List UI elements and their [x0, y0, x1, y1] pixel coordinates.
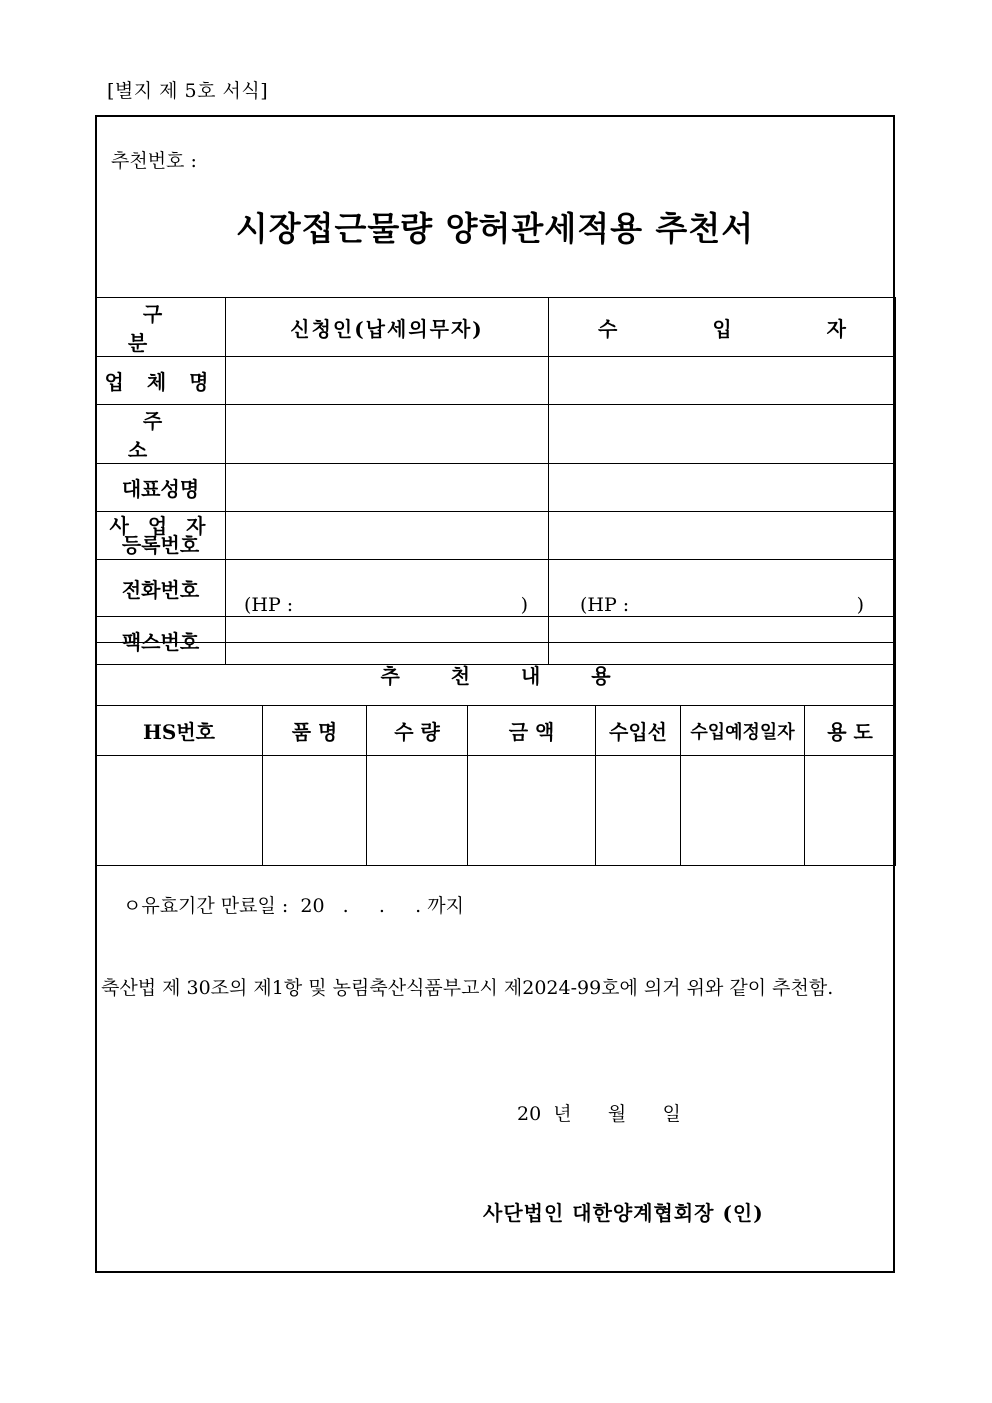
amount-field[interactable] — [468, 756, 596, 866]
column-header-row — [96, 706, 896, 756]
import-date-field[interactable] — [681, 756, 805, 866]
importer-business-registration-field[interactable] — [549, 512, 896, 560]
col-item-name: 품 명 — [263, 706, 367, 756]
importer-representative-field[interactable] — [549, 464, 896, 512]
col-import-date: 수입예정일자 — [681, 706, 805, 756]
applicant-importer-table — [95, 297, 896, 665]
label-fax: 팩스번호 — [96, 617, 226, 665]
label-address: 주 소 — [96, 405, 226, 464]
applicant-business-registration-field[interactable] — [226, 512, 549, 560]
header-applicant: 신청인(납세의무자) — [226, 298, 549, 357]
signer: 사단법인 대한양계협회장 (인) — [483, 1201, 764, 1225]
col-hs-number: HS번호 — [96, 706, 263, 756]
col-quantity: 수 량 — [367, 706, 468, 756]
importer-company-name-field[interactable] — [549, 357, 896, 405]
recommendation-statement: 축산법 제 30조의 제1항 및 농림축산식품부고시 제2024-99호에 의거 위와 같이 추천함. — [101, 977, 834, 999]
table-header-row — [96, 298, 896, 357]
import-source-field[interactable] — [596, 756, 681, 866]
importer-hp-label: (HP : — [580, 594, 630, 616]
issue-date: 20 년 월 일 — [517, 1103, 681, 1125]
document-title: 시장접근물량 양허관세적용 추천서 — [235, 209, 755, 248]
col-usage: 용 도 — [805, 706, 896, 756]
importer-hp-close: ) — [856, 594, 864, 616]
applicant-address-field[interactable] — [226, 405, 549, 464]
label-business-registration — [96, 512, 226, 560]
recommendation-number-label: 추천번호 : — [111, 150, 197, 172]
label-biz-line1: 사 업 자 — [109, 513, 212, 538]
applicant-company-name-field[interactable] — [226, 357, 549, 405]
recommendation-form — [95, 115, 895, 1273]
applicant-hp-close: ) — [520, 594, 528, 616]
usage-field[interactable] — [805, 756, 896, 866]
label-biz-line2: 등록번호 — [121, 532, 200, 557]
table-row — [96, 405, 896, 464]
recommendation-content-table — [95, 642, 896, 866]
header-category: 구 분 — [96, 298, 226, 357]
validity-period: ㅇ유효기간 만료일 : 20 . . . 까지 — [123, 895, 464, 917]
importer-phone-field[interactable] — [549, 560, 896, 617]
form-reference: [별지 제 5호 서식] — [107, 80, 269, 102]
label-company-name: 업 체 명 — [96, 357, 226, 405]
section-title-row — [96, 643, 896, 706]
table-row — [96, 512, 896, 560]
applicant-hp-label: (HP : — [244, 594, 294, 616]
importer-address-field[interactable] — [549, 405, 896, 464]
hs-number-field[interactable] — [96, 756, 263, 866]
quantity-field[interactable] — [367, 756, 468, 866]
label-representative: 대표성명 — [96, 464, 226, 512]
applicant-representative-field[interactable] — [226, 464, 549, 512]
col-import-source: 수입선 — [596, 706, 681, 756]
table-row — [96, 560, 896, 617]
col-amount: 금 액 — [468, 706, 596, 756]
table-row — [96, 357, 896, 405]
table-row — [96, 756, 896, 866]
header-importer: 수 입 자 — [549, 298, 896, 357]
label-phone: 전화번호 — [96, 560, 226, 617]
table-row — [96, 464, 896, 512]
applicant-phone-field[interactable] — [226, 560, 549, 617]
item-name-field[interactable] — [263, 756, 367, 866]
section-title: 추 천 내 용 — [96, 643, 896, 706]
